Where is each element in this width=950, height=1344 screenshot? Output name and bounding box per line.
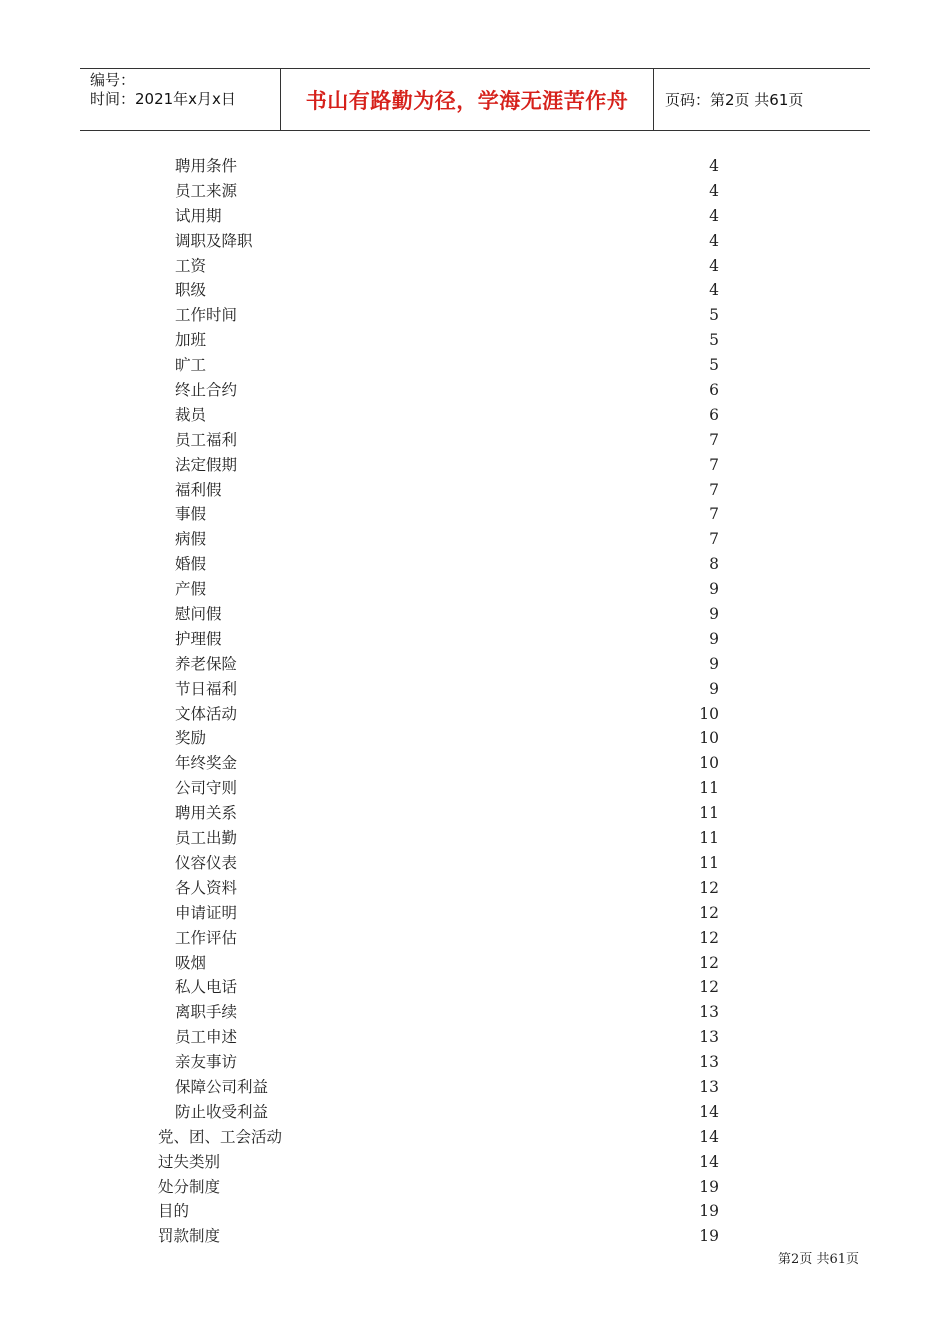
toc-entry-title: 产假 bbox=[175, 580, 207, 599]
toc-entry-title: 防止收受利益 bbox=[175, 1102, 269, 1121]
toc-entry-page: 11 bbox=[699, 829, 719, 848]
toc-entry-title: 试用期 bbox=[175, 206, 222, 225]
toc-entry-title: 员工来源 bbox=[175, 181, 238, 200]
toc-entry[interactable] bbox=[0, 204, 950, 229]
toc-entry[interactable] bbox=[0, 876, 950, 901]
toc-entry[interactable] bbox=[0, 726, 950, 751]
toc-entry[interactable] bbox=[0, 154, 950, 179]
toc-entry[interactable] bbox=[0, 478, 950, 503]
header-meta bbox=[80, 69, 281, 130]
toc-entry-page: 12 bbox=[699, 878, 719, 897]
toc-entry-title: 慰问假 bbox=[175, 605, 222, 624]
toc-entry[interactable] bbox=[0, 428, 950, 453]
toc-entry[interactable] bbox=[0, 951, 950, 976]
toc-entry-title: 保障公司利益 bbox=[175, 1077, 269, 1096]
toc-entry-title: 党、团、工会活动 bbox=[158, 1127, 283, 1146]
toc-entry[interactable] bbox=[0, 901, 950, 926]
toc-entry[interactable] bbox=[0, 577, 950, 602]
toc-entry-page: 8 bbox=[709, 555, 719, 574]
toc-entry-title: 聘用关系 bbox=[175, 804, 238, 823]
toc-entry[interactable] bbox=[0, 378, 950, 403]
toc-entry[interactable] bbox=[0, 229, 950, 254]
toc-entry-title: 节日福利 bbox=[175, 679, 238, 698]
toc-entry-page: 13 bbox=[699, 1003, 719, 1022]
toc-entry[interactable] bbox=[0, 179, 950, 204]
toc-entry[interactable] bbox=[0, 303, 950, 328]
toc-entry[interactable] bbox=[0, 1075, 950, 1100]
toc-entry-title: 亲友事访 bbox=[175, 1053, 238, 1072]
footer-page-number: 第2页 共61页 bbox=[778, 1252, 859, 1267]
toc-entry-title: 护理假 bbox=[175, 629, 222, 648]
toc-entry-title: 罚款制度 bbox=[158, 1227, 221, 1246]
toc-entry-title: 申请证明 bbox=[175, 903, 238, 922]
toc-entry-page: 5 bbox=[709, 306, 719, 325]
toc-entry[interactable] bbox=[0, 1025, 950, 1050]
toc-entry-title: 职级 bbox=[175, 281, 207, 300]
toc-entry-page: 4 bbox=[709, 206, 719, 225]
toc-entry-page: 7 bbox=[709, 530, 719, 549]
toc-entry[interactable] bbox=[0, 602, 950, 627]
toc-entry[interactable] bbox=[0, 1150, 950, 1175]
toc-entry[interactable] bbox=[0, 1050, 950, 1075]
toc-entry-page: 7 bbox=[709, 430, 719, 449]
toc-entry[interactable] bbox=[0, 403, 950, 428]
toc-entry-title: 法定假期 bbox=[175, 455, 238, 474]
toc-entry-page: 19 bbox=[699, 1227, 719, 1246]
toc-entry-page: 12 bbox=[699, 903, 719, 922]
toc-entry[interactable] bbox=[0, 1175, 950, 1200]
toc-entry[interactable] bbox=[0, 328, 950, 353]
toc-entry-page: 14 bbox=[699, 1102, 719, 1121]
toc-entry-page: 11 bbox=[699, 853, 719, 872]
toc-entry-page: 9 bbox=[709, 654, 719, 673]
toc-entry[interactable] bbox=[0, 1224, 950, 1249]
page-header bbox=[80, 68, 870, 131]
toc-entry[interactable] bbox=[0, 702, 950, 727]
toc-entry-title: 员工福利 bbox=[175, 430, 238, 449]
toc-entry-title: 婚假 bbox=[175, 555, 207, 574]
toc-entry-title: 文体活动 bbox=[175, 704, 238, 723]
toc-entry-title: 年终奖金 bbox=[175, 754, 238, 773]
toc-entry-title: 加班 bbox=[175, 331, 207, 350]
toc-entry-title: 离职手续 bbox=[175, 1003, 238, 1022]
toc-entry-title: 病假 bbox=[175, 530, 207, 549]
toc-entry-title: 福利假 bbox=[175, 480, 222, 499]
toc-entry-title: 仪容仪表 bbox=[175, 853, 238, 872]
toc-entry-title: 工作时间 bbox=[175, 306, 238, 325]
toc-entry[interactable] bbox=[0, 353, 950, 378]
toc-entry-title: 目的 bbox=[158, 1202, 190, 1221]
toc-entry-page: 5 bbox=[709, 356, 719, 375]
toc-entry-title: 员工出勤 bbox=[175, 829, 238, 848]
toc-entry-title: 事假 bbox=[175, 505, 207, 524]
toc-entry-page: 10 bbox=[699, 754, 719, 773]
toc-entry[interactable] bbox=[0, 627, 950, 652]
toc-entry-page: 14 bbox=[699, 1127, 719, 1146]
toc-entry-page: 14 bbox=[699, 1152, 719, 1171]
header-page-info: 页码：第2页 共61页 bbox=[665, 91, 804, 109]
toc-entry-page: 9 bbox=[709, 605, 719, 624]
toc-entry[interactable] bbox=[0, 677, 950, 702]
toc-entry-page: 5 bbox=[709, 331, 719, 350]
toc-entry-title: 裁员 bbox=[175, 405, 207, 424]
toc-entry-page: 7 bbox=[709, 480, 719, 499]
toc-entry-page: 10 bbox=[699, 729, 719, 748]
toc-entry-page: 4 bbox=[709, 231, 719, 250]
toc-entry[interactable] bbox=[0, 278, 950, 303]
toc-entry-page: 9 bbox=[709, 580, 719, 599]
toc-entry-page: 7 bbox=[709, 505, 719, 524]
toc-entry[interactable] bbox=[0, 502, 950, 527]
toc-entry[interactable] bbox=[0, 1100, 950, 1125]
header-motto: 书山有路勤为径，学海无涯苦作舟 bbox=[281, 69, 654, 130]
toc-entry[interactable] bbox=[0, 975, 950, 1000]
toc-entry-page: 4 bbox=[709, 256, 719, 275]
toc-entry[interactable] bbox=[0, 453, 950, 478]
toc-entry[interactable] bbox=[0, 801, 950, 826]
toc-entry-page: 11 bbox=[699, 779, 719, 798]
toc-entry-page: 13 bbox=[699, 1077, 719, 1096]
toc-entry-page: 7 bbox=[709, 455, 719, 474]
toc-entry-page: 13 bbox=[699, 1028, 719, 1047]
toc-entry-page: 13 bbox=[699, 1053, 719, 1072]
toc-entry-title: 各人资料 bbox=[175, 878, 238, 897]
toc-entry[interactable] bbox=[0, 1199, 950, 1224]
toc-entry-page: 9 bbox=[709, 679, 719, 698]
toc-entry-title: 养老保险 bbox=[175, 654, 238, 673]
toc-entry[interactable] bbox=[0, 826, 950, 851]
toc-entry-page: 12 bbox=[699, 978, 719, 997]
toc-entry-title: 吸烟 bbox=[175, 953, 207, 972]
toc-entry-title: 工资 bbox=[175, 256, 207, 275]
toc-entry-title: 私人电话 bbox=[175, 978, 238, 997]
toc-entry-title: 员工申述 bbox=[175, 1028, 238, 1047]
toc-entry[interactable] bbox=[0, 776, 950, 801]
table-of-contents bbox=[0, 154, 950, 1249]
toc-entry[interactable] bbox=[0, 751, 950, 776]
toc-entry[interactable] bbox=[0, 1125, 950, 1150]
toc-entry[interactable] bbox=[0, 652, 950, 677]
toc-entry-title: 聘用条件 bbox=[175, 157, 238, 175]
toc-entry[interactable] bbox=[0, 926, 950, 951]
toc-entry-page: 4 bbox=[709, 281, 719, 300]
toc-entry-page: 10 bbox=[699, 704, 719, 723]
toc-entry-title: 调职及降职 bbox=[175, 231, 253, 250]
date-label: 时间：2021年x月x日 bbox=[90, 90, 236, 108]
toc-entry-title: 工作评估 bbox=[175, 928, 238, 947]
toc-entry[interactable] bbox=[0, 851, 950, 876]
toc-entry-page: 4 bbox=[709, 181, 719, 200]
toc-entry-page: 19 bbox=[699, 1177, 719, 1196]
toc-entry[interactable] bbox=[0, 254, 950, 279]
toc-entry-title: 过失类别 bbox=[158, 1152, 221, 1171]
toc-entry-page: 12 bbox=[699, 953, 719, 972]
toc-entry-page: 4 bbox=[709, 157, 719, 175]
toc-entry-title: 旷工 bbox=[175, 356, 207, 375]
toc-entry-title: 奖励 bbox=[175, 729, 207, 748]
serial-number-label: 编号： bbox=[90, 71, 136, 89]
toc-entry[interactable] bbox=[0, 552, 950, 577]
toc-entry-page: 19 bbox=[699, 1202, 719, 1221]
toc-entry[interactable] bbox=[0, 527, 950, 552]
toc-entry[interactable] bbox=[0, 1000, 950, 1025]
toc-entry-page: 11 bbox=[699, 804, 719, 823]
toc-entry-title: 终止合约 bbox=[175, 381, 238, 400]
toc-entry-title: 处分制度 bbox=[158, 1177, 221, 1196]
toc-entry-title: 公司守则 bbox=[175, 779, 238, 798]
toc-entry-page: 12 bbox=[699, 928, 719, 947]
toc-entry-page: 6 bbox=[709, 381, 719, 400]
toc-entry-page: 6 bbox=[709, 405, 719, 424]
toc-entry-page: 9 bbox=[709, 629, 719, 648]
